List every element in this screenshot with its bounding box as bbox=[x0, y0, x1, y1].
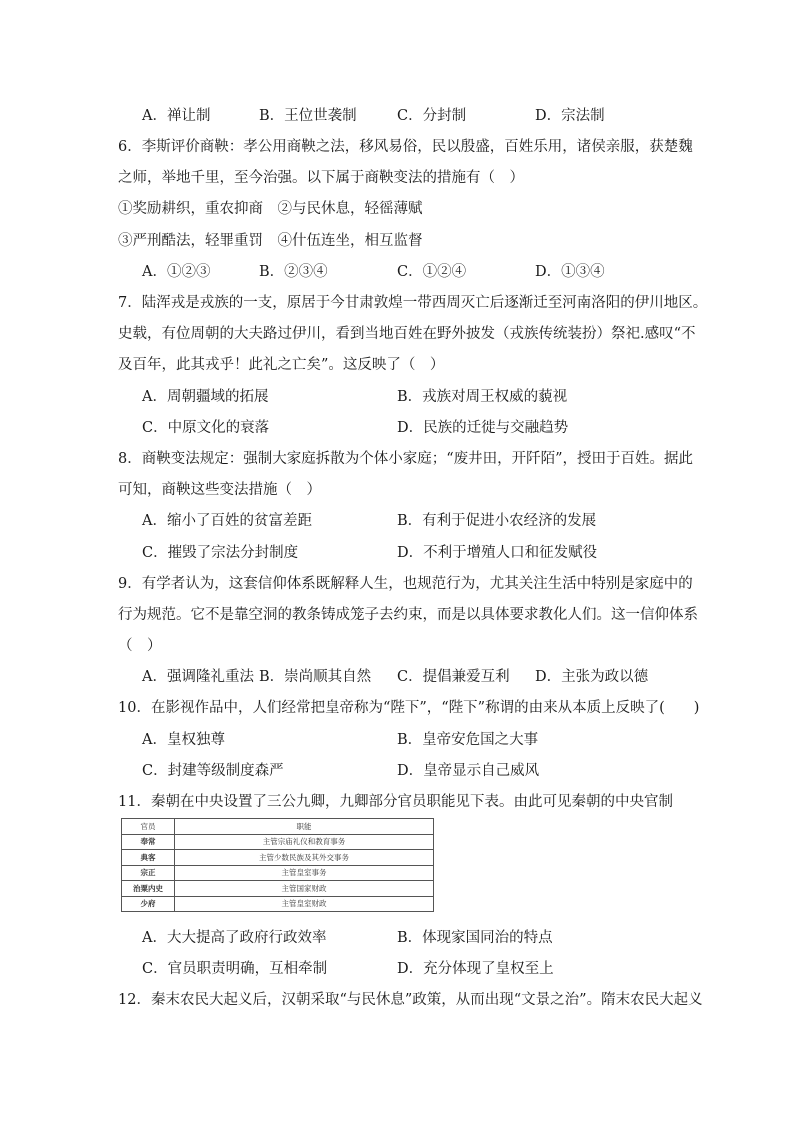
q6-option-d: D．①③④ bbox=[535, 264, 605, 280]
table-header-official: 官员 bbox=[122, 819, 175, 835]
q5-option-d: D．宗法制 bbox=[535, 108, 605, 124]
q12-stem-line-1: 12．秦末农民大起义后，汉朝采取“与民休息”政策，从而出现“文景之治”。隋末农民大起义 bbox=[118, 992, 703, 1008]
q7-stem-line-1: 7．陆浑戎是戎族的一支，原居于今甘肃敦煌一带西周灭亡后逐渐迁至河南洛阳的伊川地区。 bbox=[118, 295, 708, 311]
q6-item-line-2: ③严刑酷法，轻罪重罚 ④什伍连坐，相互监督 bbox=[118, 233, 423, 249]
q11-option-b: B．体现家国同治的特点 bbox=[397, 930, 553, 946]
q9-stem-line-3: （ ） bbox=[118, 638, 162, 654]
table-row bbox=[122, 834, 434, 850]
table-cell-official: 奉常 bbox=[122, 834, 175, 850]
table-row bbox=[122, 850, 434, 866]
q7-option-b: B．戎族对周王权威的藐视 bbox=[397, 389, 568, 405]
q8-option-d: D．不利于增殖人口和征发赋役 bbox=[397, 545, 598, 561]
q10-option-d: D．皇帝显示自己威风 bbox=[397, 763, 540, 779]
q5-option-a: A．禅让制 bbox=[142, 108, 211, 124]
q7-option-a: A．周朝疆域的拓展 bbox=[142, 389, 269, 405]
q7-option-c: C．中原文化的衰落 bbox=[142, 420, 270, 436]
q9-option-c: C．提倡兼爱互利 bbox=[397, 669, 510, 685]
q5-option-c: C．分封制 bbox=[397, 108, 467, 124]
table-cell-official: 治粟内史 bbox=[122, 881, 175, 897]
table-row bbox=[122, 865, 434, 881]
table-cell-function: 主管皇室事务 bbox=[175, 865, 434, 881]
q9-stem-line-2: 行为规范。它不是靠空洞的教条铸成笼子去约束，而是以具体要求教化人们。这一信仰体系 bbox=[118, 607, 698, 623]
q10-stem-line-1: 10．在影视作品中，人们经常把皇帝称为“陛下”，“陛下”称谓的由来从本质上反映了( ) bbox=[118, 700, 700, 716]
q10-option-c: C．封建等级制度森严 bbox=[142, 763, 284, 779]
q5-option-b: B．王位世袭制 bbox=[259, 108, 357, 124]
q10-option-b: B．皇帝安危国之大事 bbox=[397, 732, 539, 748]
q7-option-d: D．民族的迁徙与交融趋势 bbox=[397, 420, 569, 436]
table-cell-function: 主管少数民族及其外交事务 bbox=[175, 850, 434, 866]
q11-stem-line-1: 11．秦朝在中央设置了三公九卿，九卿部分官员职能见下表。由此可见秦朝的中央官制 bbox=[118, 794, 673, 810]
q9-stem-line-1: 9．有学者认为，这套信仰体系既解释人生，也规范行为，尤其关注生活中特别是家庭中的 bbox=[118, 576, 693, 592]
table-header-function: 职能 bbox=[175, 819, 434, 835]
q11-option-c: C．官员职责明确，互相牵制 bbox=[142, 961, 328, 977]
table-cell-official: 典客 bbox=[122, 850, 175, 866]
q7-stem-line-3: 及百年，此其戎乎！此礼之亡矣”。这反映了（ ） bbox=[118, 357, 445, 373]
table-cell-function: 主管国家财政 bbox=[175, 881, 434, 897]
q11-option-d: D．充分体现了皇权至上 bbox=[397, 961, 554, 977]
q9-option-a: A．强调隆礼重法 bbox=[142, 669, 254, 685]
q6-option-b: B．②③④ bbox=[259, 264, 328, 280]
q6-item-line-1: ①奖励耕织，重农抑商 ②与民休息，轻徭薄赋 bbox=[118, 201, 423, 217]
table-cell-function: 主管宗庙礼仪和教育事务 bbox=[175, 834, 434, 850]
q6-option-a: A．①②③ bbox=[142, 264, 211, 280]
officials-table bbox=[121, 818, 434, 912]
q7-stem-line-2: 史载，有位周朝的大夫路过伊川，看到当地百姓在野外披发（戎族传统装扮）祭祀.感叹“不 bbox=[118, 326, 696, 342]
q11-option-a: A．大大提高了政府行政效率 bbox=[142, 930, 327, 946]
table-row bbox=[122, 896, 434, 912]
table-header-row bbox=[122, 819, 434, 835]
table-cell-function: 主管皇室财政 bbox=[175, 896, 434, 912]
q8-option-c: C．摧毁了宗法分封制度 bbox=[142, 545, 299, 561]
table-cell-official: 宗正 bbox=[122, 865, 175, 881]
q6-option-c: C．①②④ bbox=[397, 264, 467, 280]
q6-stem-line-1: 6．李斯评价商鞅：孝公用商鞅之法，移风易俗，民以殷盛，百姓乐用，诸侯亲服，获楚魏 bbox=[118, 139, 693, 155]
q8-stem-line-2: 可知，商鞅这些变法措施（ ） bbox=[118, 482, 321, 498]
q8-option-b: B．有利于促进小农经济的发展 bbox=[397, 513, 597, 529]
q8-option-a: A．缩小了百姓的贫富差距 bbox=[142, 513, 312, 529]
q9-option-d: D．主张为政以德 bbox=[535, 669, 649, 685]
q10-option-a: A．皇权独尊 bbox=[142, 732, 225, 748]
q8-stem-line-1: 8．商鞅变法规定：强制大家庭拆散为个体小家庭；“废井田，开阡陌”，授田于百姓。据此 bbox=[118, 451, 694, 467]
q9-option-b: B．崇尚顺其自然 bbox=[259, 669, 372, 685]
table-row bbox=[122, 881, 434, 897]
q6-stem-line-2: 之师，举地千里，至今治强。以下属于商鞅变法的措施有（ ） bbox=[118, 170, 524, 186]
table-cell-official: 少府 bbox=[122, 896, 175, 912]
